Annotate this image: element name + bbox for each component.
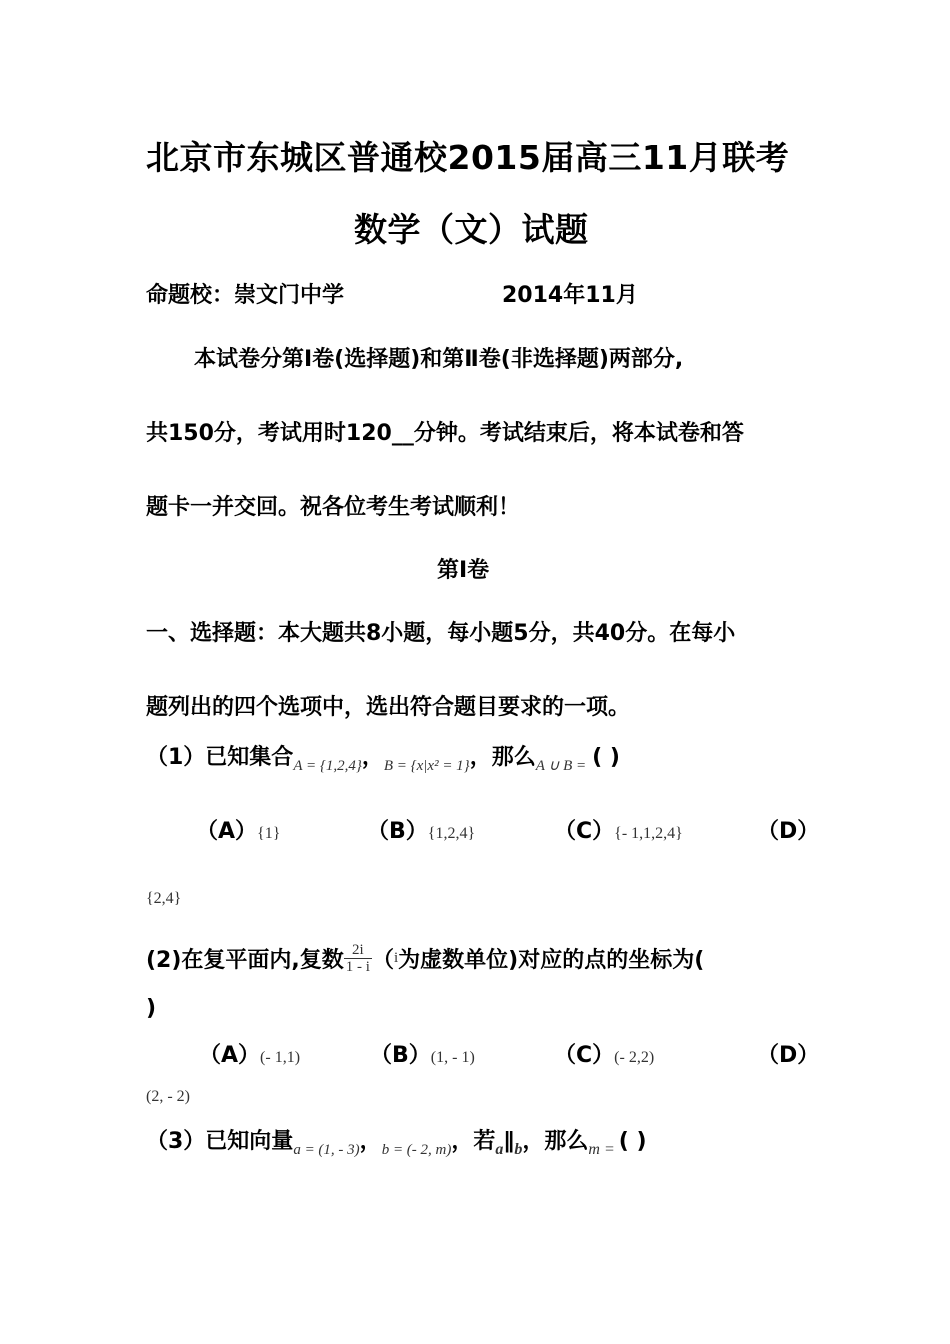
option-label: （B）: [370, 1043, 431, 1068]
option-value: {- 1,1,2,4}: [614, 825, 683, 842]
option-label: （D）: [757, 1043, 820, 1068]
question-2: [146, 942, 704, 975]
q1-lead: （1）已知集合: [146, 745, 294, 770]
part-instructions-line-1: 一、选择题：本大题共8小题，每小题5分，共40分。在每小: [146, 621, 736, 646]
q1-expression: A ∪ B =: [535, 758, 587, 774]
q3-vector-a: a = (1, - 3): [293, 1142, 360, 1158]
intro-line-3: 题卡一并交回。祝各位考生考试顺利！: [146, 495, 521, 520]
q2-option-a: [199, 1038, 300, 1069]
q3-m-expression: m =: [588, 1141, 615, 1158]
option-value: {1}: [257, 825, 281, 842]
q1-option-d-value: {2,4}: [146, 890, 182, 907]
question-1: [146, 740, 620, 774]
q3-then: ，那么: [522, 1129, 589, 1154]
q2-fraction-denominator: 1 - i: [345, 959, 370, 975]
q3-par-a: a: [495, 1141, 504, 1158]
q1-option-b: [367, 814, 475, 845]
section-heading: 第Ⅰ卷: [437, 558, 490, 583]
q3-lead: （3）已知向量: [146, 1129, 294, 1154]
page-subtitle: 数学（文）试题: [354, 210, 589, 249]
option-label: （D）: [757, 819, 820, 844]
q2-option-d-value: (2, - 2): [146, 1088, 190, 1105]
option-value: (1, - 1): [430, 1049, 475, 1066]
q2-tail: 为虚数单位)对应的点的坐标为(: [398, 948, 705, 973]
q3-par-b: b: [514, 1141, 523, 1158]
option-value: {1,2,4}: [427, 825, 476, 842]
option-value: (- 2,2): [614, 1049, 655, 1066]
q1-option-d-label: [757, 814, 819, 845]
school-label: 命题校：崇文门中学: [146, 283, 345, 308]
q1-option-a: [196, 814, 280, 845]
q1-answer-blank: ( ): [592, 745, 620, 770]
q3-comma: ，: [359, 1129, 382, 1154]
option-label: （C）: [554, 819, 615, 844]
q1-set-a: A = {1,2,4}: [293, 758, 362, 774]
q1-then: ，那么: [469, 745, 536, 770]
option-label: （C）: [554, 1043, 615, 1068]
q2-fraction: [344, 942, 372, 975]
q3-if: ，若: [451, 1129, 496, 1154]
option-label: （A）: [196, 819, 258, 844]
q1-comma: ，: [361, 745, 384, 770]
q1-set-b: B = {x|x² = 1}: [383, 758, 470, 774]
q2-option-b: [370, 1038, 475, 1069]
q2-paren-open: （: [371, 948, 394, 973]
q2-close-paren: ): [146, 996, 157, 1021]
question-3: [146, 1124, 647, 1158]
q2-imaginary-unit: i: [393, 950, 399, 966]
q2-option-d-label: [757, 1038, 819, 1069]
q2-option-c: [554, 1038, 654, 1069]
page-title: 北京市东城区普通校2015届高三11月联考: [146, 138, 790, 177]
q3-answer-blank: ( ): [618, 1129, 647, 1154]
option-label: （A）: [199, 1043, 261, 1068]
q3-parallel-symbol: ∥: [503, 1129, 515, 1154]
intro-line-2: 共150分，考试用时120__分钟。考试结束后，将本试卷和答: [146, 421, 744, 446]
q1-option-c: [554, 814, 683, 845]
q2-fraction-numerator: 2i: [344, 942, 372, 959]
intro-line-1: 本试卷分第Ⅰ卷(选择题)和第Ⅱ卷(非选择题)两部分,: [194, 347, 684, 372]
option-label: （B）: [367, 819, 428, 844]
option-value: (- 1,1): [260, 1049, 301, 1066]
part-instructions-line-2: 题列出的四个选项中，选出符合题目要求的一项。: [146, 695, 631, 720]
q2-lead: (2)在复平面内,复数: [146, 948, 344, 973]
q3-vector-b: b = (- 2, m): [381, 1142, 452, 1158]
exam-date: 2014年11月: [502, 283, 638, 308]
